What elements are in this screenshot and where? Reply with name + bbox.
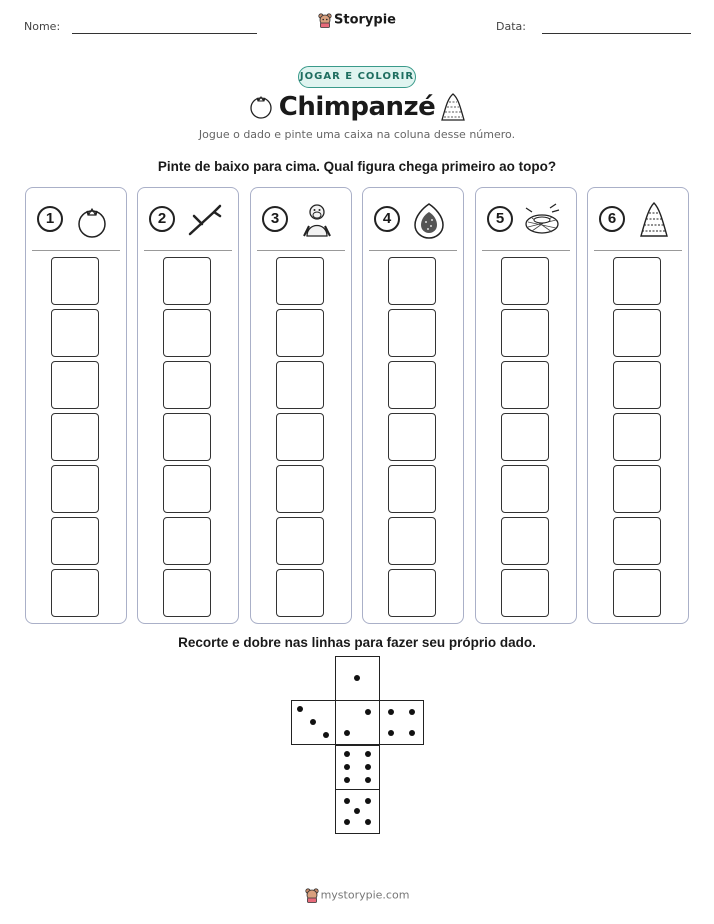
color-box[interactable] — [388, 569, 436, 617]
column-number: 3 — [262, 206, 288, 232]
color-box[interactable] — [388, 257, 436, 305]
die-pip — [365, 751, 371, 757]
chimpanzee-icon — [297, 200, 337, 240]
column-1 — [25, 187, 127, 624]
termite-mound-icon — [634, 200, 674, 240]
page-title: Chimpanzé — [278, 92, 436, 122]
color-box[interactable] — [163, 361, 211, 409]
color-box[interactable] — [276, 517, 324, 565]
column-number: 1 — [37, 206, 63, 232]
color-box[interactable] — [501, 361, 549, 409]
column-divider — [32, 250, 120, 251]
color-box[interactable] — [388, 517, 436, 565]
brand-name: Storypie — [334, 12, 396, 28]
color-box[interactable] — [501, 413, 549, 461]
footer-url: mystorypie.com — [320, 888, 410, 902]
column-divider — [144, 250, 232, 251]
nest-icon — [522, 200, 562, 240]
color-box[interactable] — [388, 309, 436, 357]
die-pip — [365, 709, 371, 715]
color-box[interactable] — [51, 309, 99, 357]
die-pip — [344, 730, 350, 736]
die-pip — [344, 798, 350, 804]
subtitle: Jogue o dado e pinte uma caixa na coluna desse número. — [198, 128, 516, 141]
color-box[interactable] — [501, 517, 549, 565]
color-box[interactable] — [613, 465, 661, 513]
die-pip — [409, 730, 415, 736]
color-box[interactable] — [51, 569, 99, 617]
color-box[interactable] — [51, 465, 99, 513]
column-number: 6 — [599, 206, 625, 232]
fruit-icon — [72, 200, 112, 240]
fig-icon — [409, 200, 449, 240]
color-box[interactable] — [613, 361, 661, 409]
color-box[interactable] — [613, 309, 661, 357]
column-6 — [587, 187, 689, 624]
column-4 — [362, 187, 464, 624]
bear-icon — [318, 12, 332, 28]
die-face-6 — [335, 745, 380, 790]
die-pip — [388, 709, 394, 715]
die-pip — [297, 706, 303, 712]
column-divider — [369, 250, 457, 251]
die-pip — [344, 764, 350, 770]
die-pip — [344, 777, 350, 783]
color-box[interactable] — [613, 569, 661, 617]
column-divider — [257, 250, 345, 251]
die-face-3 — [291, 700, 336, 745]
column-number: 5 — [487, 206, 513, 232]
die-pip — [409, 709, 415, 715]
column-3 — [250, 187, 352, 624]
name-label: Nome: — [24, 20, 61, 33]
color-box[interactable] — [163, 517, 211, 565]
color-box[interactable] — [501, 569, 549, 617]
date-line[interactable] — [542, 33, 691, 34]
color-box[interactable] — [388, 361, 436, 409]
color-box[interactable] — [276, 413, 324, 461]
color-box[interactable] — [51, 361, 99, 409]
instruction-bottom: Recorte e dobre nas linhas para fazer seu próprio dado. — [178, 635, 536, 650]
color-box[interactable] — [501, 257, 549, 305]
die-pip — [388, 730, 394, 736]
die-pip — [354, 808, 360, 814]
brand-logo — [0, 12, 714, 28]
column-2 — [137, 187, 239, 624]
die-pip — [365, 777, 371, 783]
color-box[interactable] — [276, 257, 324, 305]
color-box[interactable] — [276, 361, 324, 409]
termite-mound-icon — [438, 92, 468, 124]
color-box[interactable] — [51, 413, 99, 461]
die-face-1 — [335, 656, 380, 701]
color-box[interactable] — [276, 465, 324, 513]
color-box[interactable] — [276, 309, 324, 357]
color-box[interactable] — [163, 309, 211, 357]
color-box[interactable] — [388, 465, 436, 513]
date-label: Data: — [496, 20, 526, 33]
die-face-4 — [379, 700, 424, 745]
column-divider — [594, 250, 682, 251]
die-pip — [354, 675, 360, 681]
color-box[interactable] — [163, 413, 211, 461]
die-pip — [365, 819, 371, 825]
die-face-2 — [335, 700, 380, 745]
column-5 — [475, 187, 577, 624]
color-box[interactable] — [613, 257, 661, 305]
column-number: 4 — [374, 206, 400, 232]
die-pip — [365, 798, 371, 804]
die-pip — [344, 751, 350, 757]
die-pip — [344, 819, 350, 825]
name-line[interactable] — [72, 33, 257, 34]
color-box[interactable] — [613, 413, 661, 461]
die-pip — [323, 732, 329, 738]
color-box[interactable] — [501, 465, 549, 513]
branch-icon — [184, 200, 224, 240]
bear-icon — [305, 887, 319, 903]
color-box[interactable] — [501, 309, 549, 357]
instruction-top: Pinte de baixo para cima. Qual figura chega primeiro ao topo? — [157, 159, 557, 174]
color-box[interactable] — [163, 257, 211, 305]
color-box[interactable] — [163, 569, 211, 617]
color-box[interactable] — [613, 517, 661, 565]
die-pip — [310, 719, 316, 725]
color-box[interactable] — [51, 257, 99, 305]
color-box[interactable] — [276, 569, 324, 617]
footer — [0, 887, 714, 903]
color-box[interactable] — [388, 413, 436, 461]
color-box[interactable] — [163, 465, 211, 513]
column-divider — [482, 250, 570, 251]
column-number: 2 — [149, 206, 175, 232]
die-face-5 — [335, 789, 380, 834]
die-pip — [365, 764, 371, 770]
color-box[interactable] — [51, 517, 99, 565]
activity-badge: JOGAR E COLORIR — [298, 66, 416, 88]
